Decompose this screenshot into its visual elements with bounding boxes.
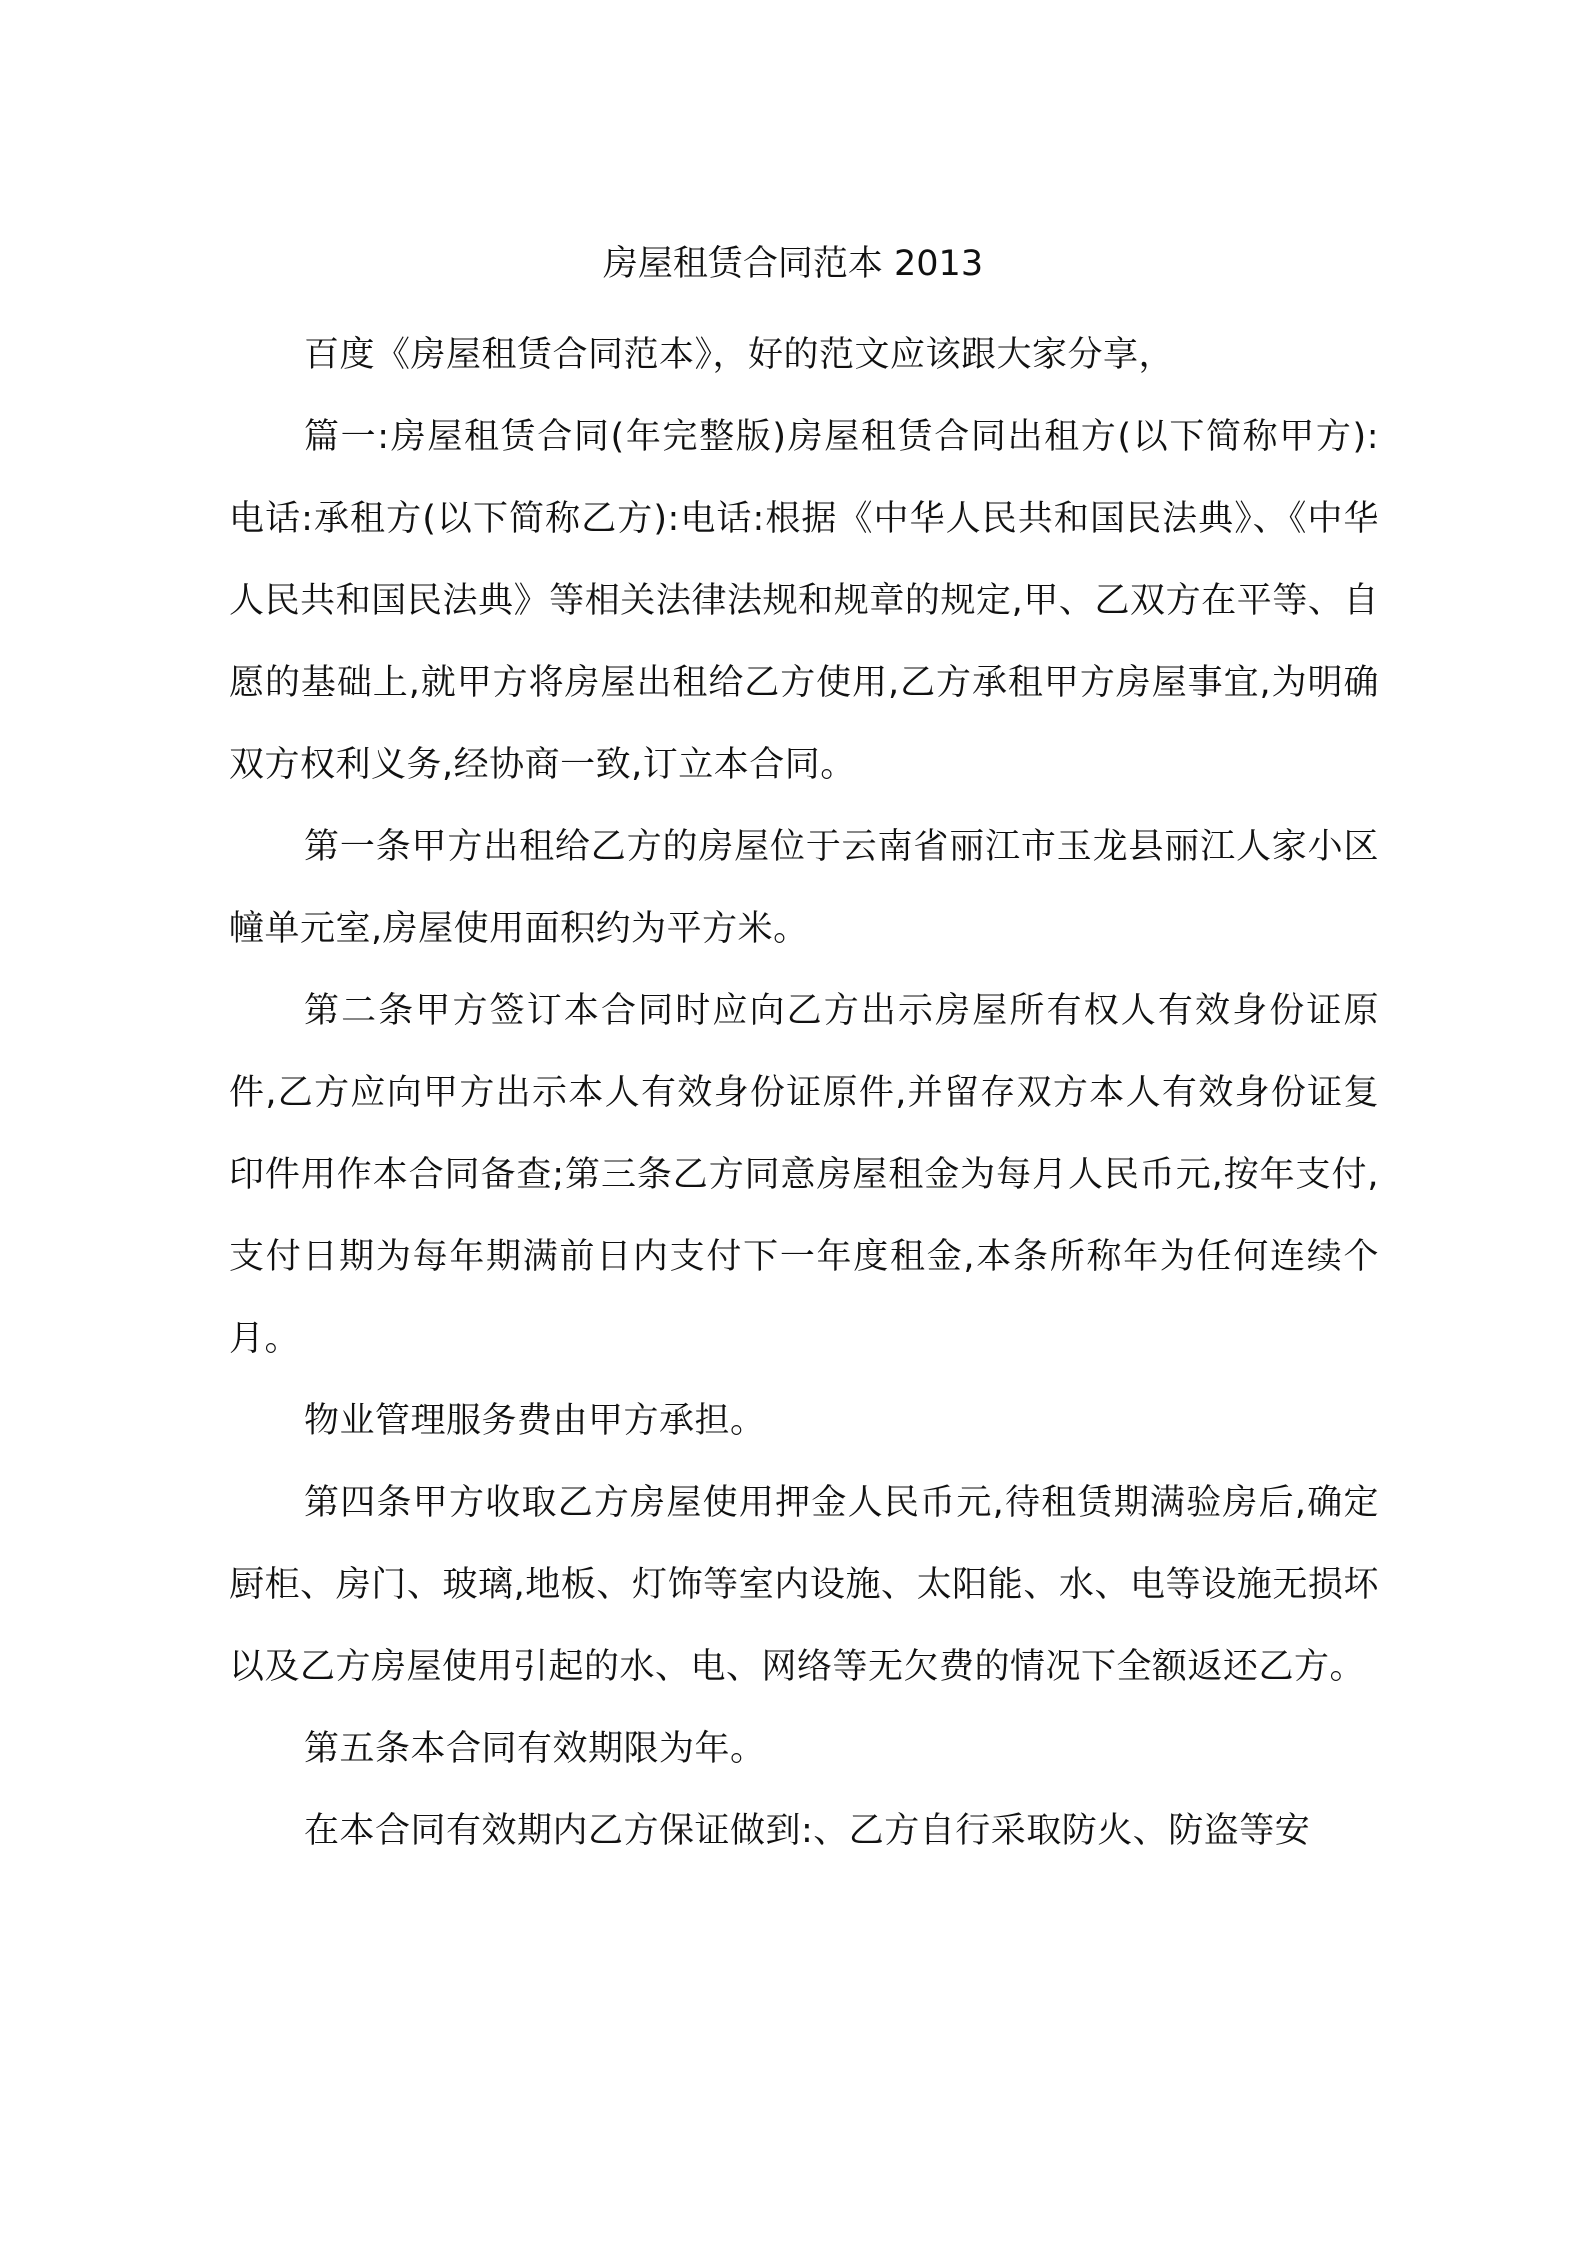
document-body [229,314,1379,1872]
paragraph-article-1: 第一条甲方出租给乙方的房屋位于云南省丽江市玉龙县丽江人家小区幢单元室,房屋使用面积约为平方米。 [229,827,1379,949]
paragraph-obligations: 在本合同有效期内乙方保证做到:、乙方自行采取防火、防盗等安 [304,1811,1311,1851]
document-title: 房屋租赁合同范本 2013 [602,244,984,284]
paragraph-property-fee: 物业管理服务费由甲方承担。 [304,1401,766,1441]
paragraph-article-4: 第四条甲方收取乙方房屋使用押金人民币元,待租赁期满验房后,确定厨柜、房门、玻璃,地板、灯饰等室内设施、太阳能、水、电等设施无损坏以及乙方房屋使用引起的水、电、网络等无欠费的情况下全额返还乙方。 [229,1483,1379,1687]
paragraph-article-2-3: 第二条甲方签订本合同时应向乙方出示房屋所有权人有效身份证原件,乙方应向甲方出示本人有效身份证原件,并留存双方本人有效身份证复印件用作本合同备查;第三条乙方同意房屋租金为每月人民币元,按年支付,支付日期为每年期满前日内支付下一年度租金,本条所称年为任何连续个月。 [229,991,1379,1359]
paragraph-article-5: 第五条本合同有效期限为年。 [304,1729,766,1769]
paragraph-intro: 百度《房屋租赁合同范本》，好的范文应该跟大家分享， [304,335,1175,375]
paragraph-part-one: 篇一:房屋租赁合同(年完整版)房屋租赁合同出租方(以下简称甲方):电话:承租方(以下简称乙方):电话:根据《中华人民共和国民法典》、《中华人民共和国民法典》等相关法律法规和规章的规定,甲、乙双方在平等、自愿的基础上,就甲方将房屋出租给乙方使用,乙方承租甲方房屋事宜,为明确双方权利义务,经协商一致,订立本合同。 [229,417,1379,785]
